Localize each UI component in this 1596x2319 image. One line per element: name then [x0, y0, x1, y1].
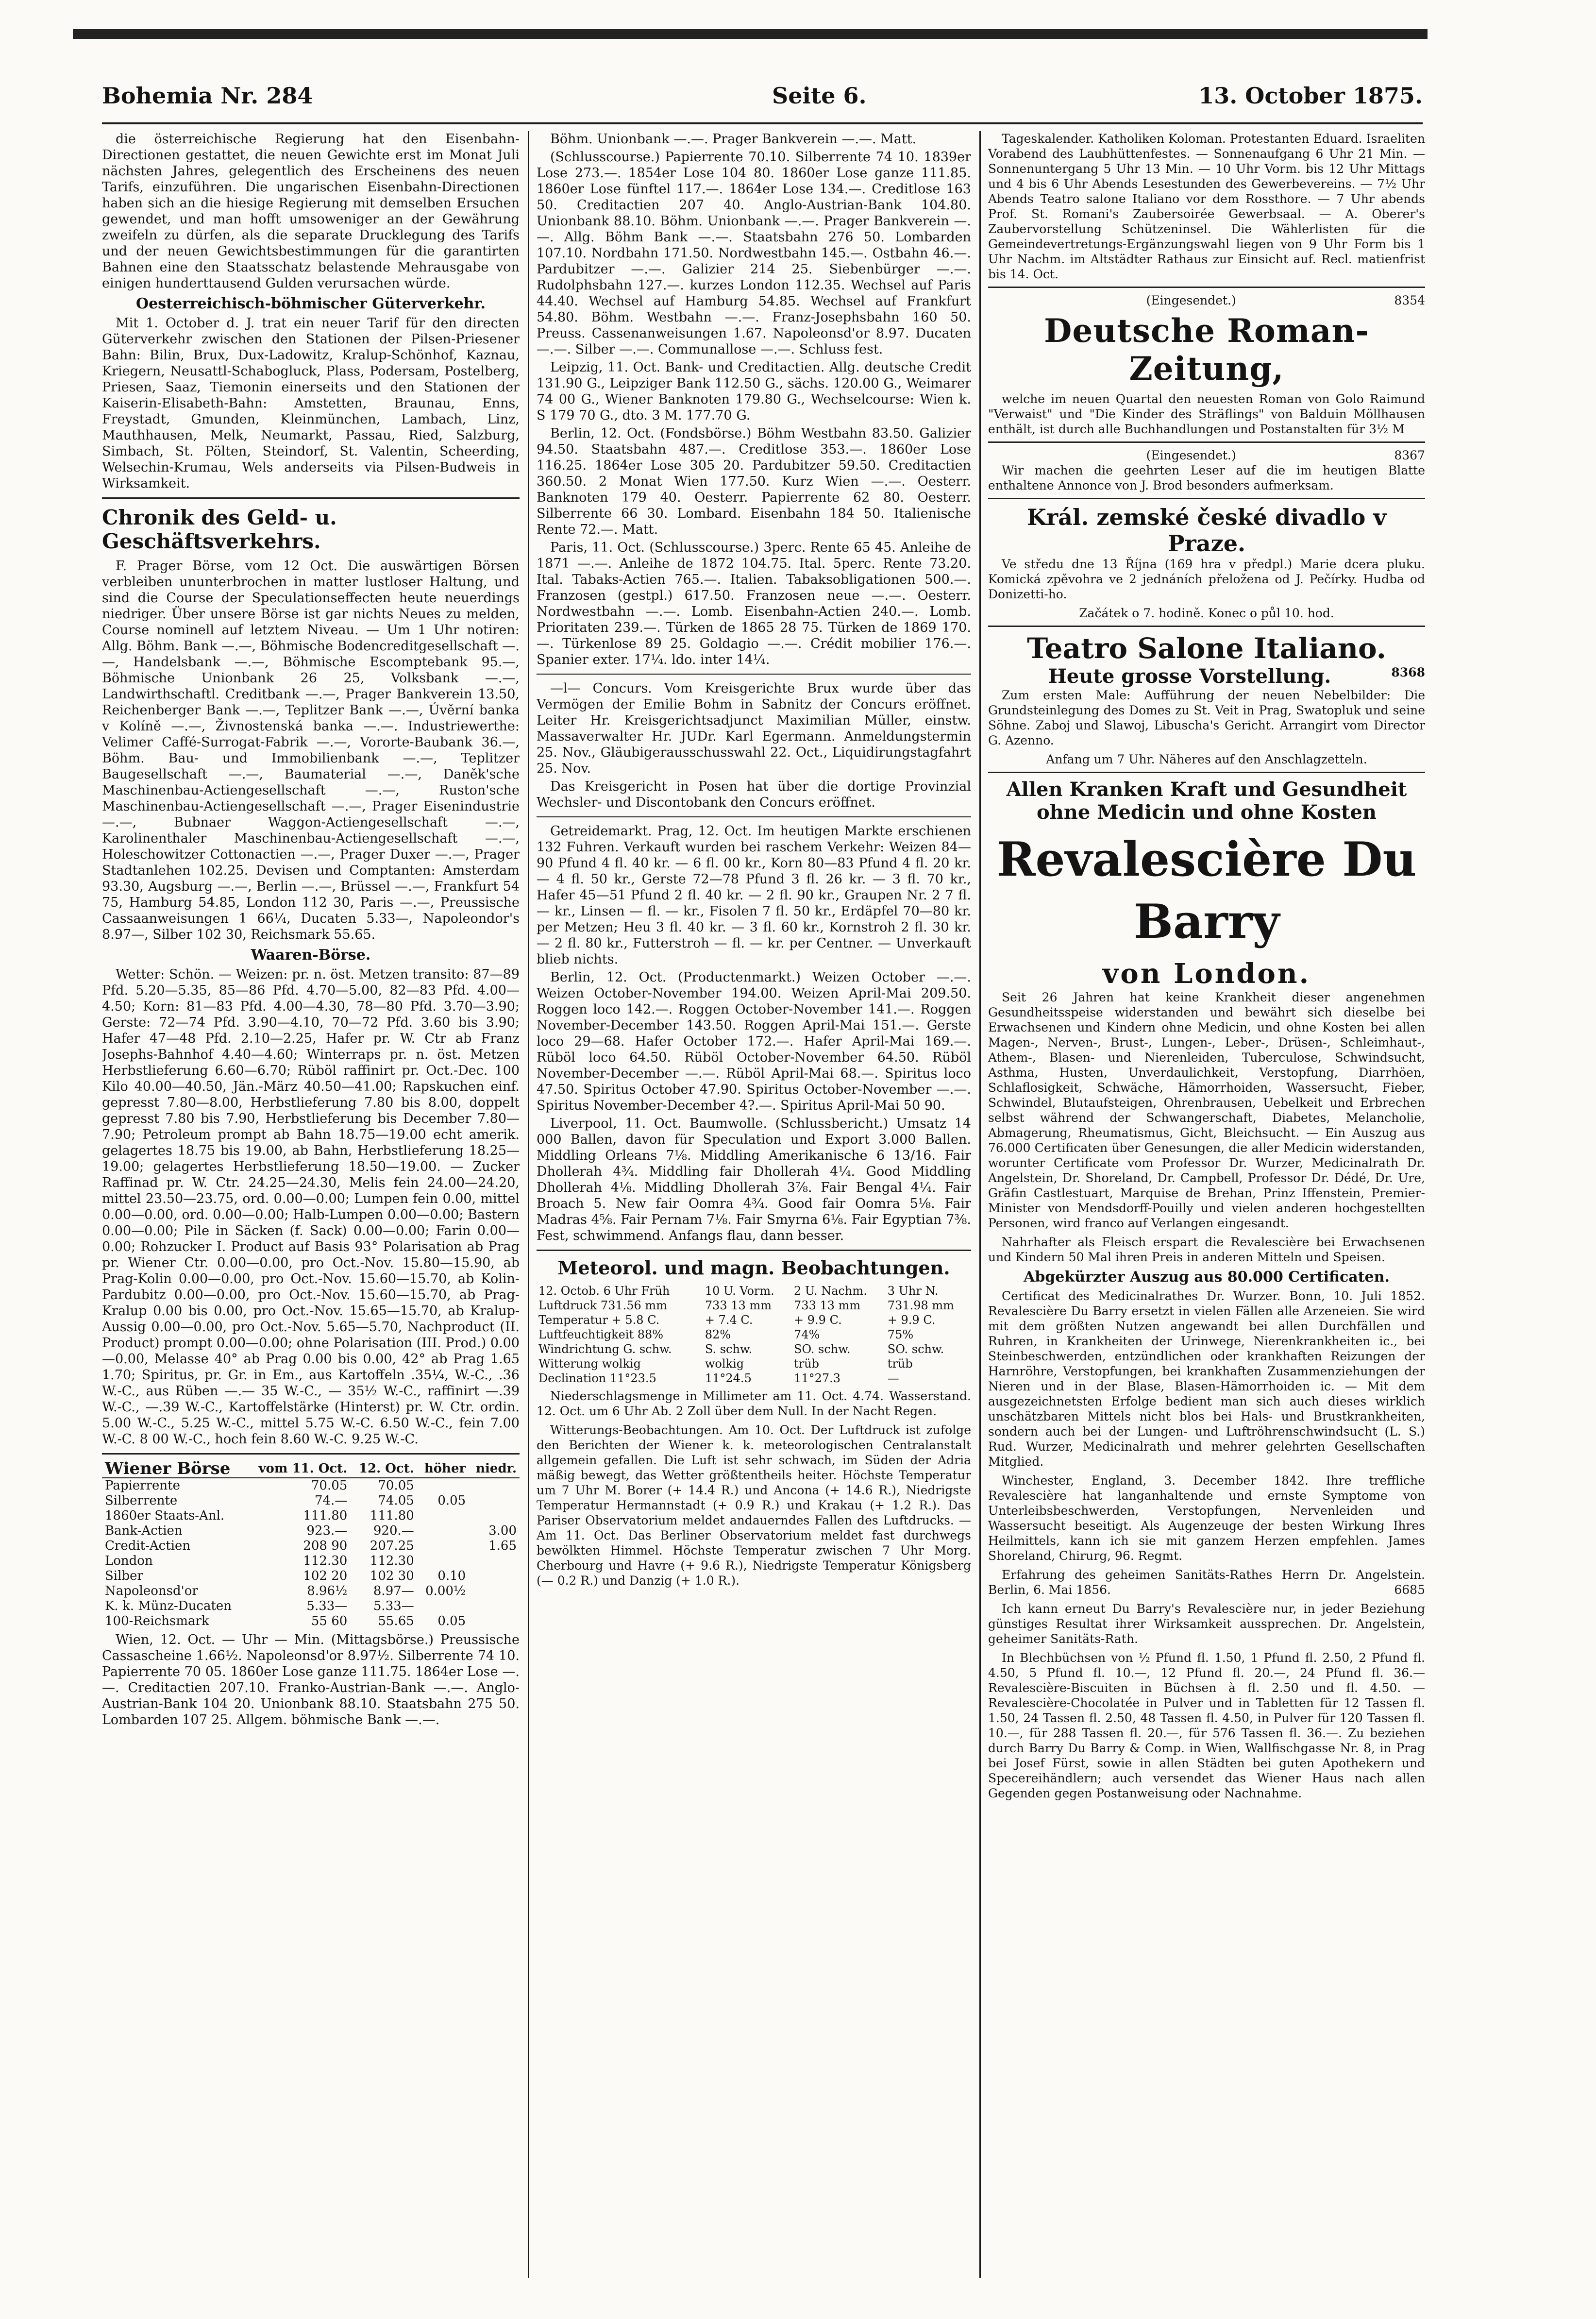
- header-rule: [102, 122, 1423, 124]
- article-vienna-closing: (Schlusscourse.) Papierrente 70.10. Silberrente 74 10. 1839er Lose 273.—. 1854er Lose 104 80. 1860er Lose ganze 111.85. 1860er Lose fünftel 117.—. 1864er Lose 134.—. Creditlose 163 50. Creditactien 207 40. Anglo-Austrian-Bank 104.80. Unionbank 88.10. Böhm. Unionbank —.—. Prager Bankverein —.—. Allg. Böhm Bank —.—. Staatsbahn 276 50. Lombarden 107.10. Nordbahn 171.50. Nordwestbahn 145.—. Ostbahn 46.—. Pardubitzer —.—. Galizier 214 25. Siebenbürger —.—. Rudolphsbahn 127.—. kurzes London 112.35. Wechsel auf Paris 44.40. Wechsel auf Hamburg 54.85. Wechsel auf Frankfurt 54.80. Böhm. Westbahn —.—. Franz-Josephsbahn 160 50. Preuss. Cassenanweisungen 1.67. Napoleonsd'or 8.97. Ducaten —.—. Silber —.—. Communallose —.—. Schluss fest.: [537, 150, 971, 357]
- table-cell: Windrichtung G. schw.: [538, 1342, 672, 1356]
- ad-number: 8354: [1394, 293, 1425, 307]
- section-rule: [102, 497, 520, 499]
- article-subheading-goods: Waaren-Börse.: [251, 947, 371, 964]
- table-cell: [469, 1584, 520, 1599]
- table-cell: 11°24.5: [705, 1371, 752, 1385]
- article-liverpool: Liverpool, 11. Oct. Baumwolle. (Schlussbericht.) Umsatz 14 000 Ballen, davon für Speculation und Export 3.000 Ballen. Middling Orleans 7⅛. Middling Amerikanische 6 13/16. Fair Dhollerah 4¾. Middling fair Dhollerah 4¼. Good Middling Dhollerah 4⅛. Middling Dhollerah 3⅞. Fair Bengal 4¼. Fair Broach 5. New fair Oomra 4¾. Good fair Oomra 5⅛. Fair Madras 4⅝. Fair Pernam 7⅛. Fair Smyrna 6⅛. Fair Egyptian 7⅜. Fest, schwimmend. Anfangs flau, dann besser.: [537, 1116, 971, 1243]
- ad-certificate-4: Ich kann erneut Du Barry's Revalescière nur, in jeder Beziehung günstiges Resultat ihrer Wirksamkeit aussprechen. Dr. Angelstein, geheimer Sanitäts-Rath.: [988, 1602, 1425, 1646]
- table-row: [102, 1523, 520, 1539]
- article-grain-market: Getreidemarkt. Prag, 12. Oct. Im heutigen Markte erschienen 132 Fuhren. Verkauft wurden bei raschem Verkehr: Weizen 84—90 Pfund 4 fl. 40 kr. — 6 fl. 00 kr., Korn 80—83 Pfund 4 fl. 20 kr. — 4 fl. 50 kr., Gerste 72—78 Pfund 3 fl. 26 kr. — 3 fl. 70 kr., Hafer 45—51 Pfund 2 fl. 40 kr. — 2 fl. 90 kr., Graupen Nr. 2 7 fl. — kr., Linsen — fl. — kr., Fisolen 7 fl. 50 kr., Erdäpfel 70—80 kr. per Metzen; Heu 3 fl. 40 kr. — 3 fl. 60 kr., Kornstroh 2 fl. 30 kr. — 2 fl. 80 kr., Futterstroh — fl. — kr. per Centner. — Unverkauft blieb nichts.: [537, 824, 971, 967]
- table-cell: 0.00½: [425, 1584, 466, 1598]
- article-leipzig: Leipzig, 11. Oct. Bank- und Creditactien. Allg. deutsche Credit 131.90 G., Leipziger Bank 112.50 G., sächs. 120.00 G., Weimarer 74 00 G., Wiener Banknoten 179.80 G., Wechselcourse: Wien k. S 179 70 G., dto. 3 M. 177.70 G.: [537, 360, 971, 423]
- table-cell: 70.05: [311, 1478, 348, 1493]
- column-divider-2: [979, 131, 981, 2278]
- table-cell: 5.33—: [373, 1599, 414, 1613]
- section-rule: [537, 674, 971, 675]
- ad-certificate-2: Winchester, England, 3. December 1842. Ihre treffliche Revalescière hat langanhaltende und ernste Symptome von Unterleibsbeschwerden, Verstopfungen, Nervenleiden und Wassersucht beseitigt. Als Augenzeuge der besten Wirkung Ihres Heilmittels, kann ich sie mit ganzem Herzen empfehlen. James Shoreland, Chirurg, 96. Regmt.: [988, 1473, 1425, 1563]
- top-border-rule: [73, 29, 1428, 39]
- ad-certificate-3-text: Erfahrung des geheimen Sanitäts-Rathes Herrn Dr. Angelstein. Berlin, 6. Mai 1856.: [988, 1568, 1425, 1597]
- table-cell: + 7.4 C.: [705, 1313, 753, 1327]
- article-berlin-funds: Berlin, 12. Oct. (Fondsbörse.) Böhm Westbahn 83.50. Galizier 94.50. Staatsbahn 487.—. Creditlose 353.—. 1860er Lose 116.25. 1864er Lose 305 20. Pardubitzer 59.50. Creditactien 360.50. 2 Monat Wien 177.50. Kurz Wien —.—. Oesterr. Banknoten 179 40. Oesterr. Papierrente 62 80. Oesterr. Silberrente 66 30. Lombard. Eisenbahn 184 50. Italienische Rente 72.—. Matt.: [537, 426, 971, 537]
- table-cell: Napoleonsd'or: [105, 1584, 198, 1598]
- table-cell: 112.30: [370, 1554, 414, 1568]
- meteo-weather-report: Witterungs-Beobachtungen. Am 10. Oct. Der Luftdruck ist zufolge den Berichten der Wiener k. k. meteorologischen Centralanstalt allgemein gefallen. Die Luft ist sehr schwach, im Süden der Adria mäßig bewegt, das Wetter größtentheils heiter. Höchste Temperatur um 7 Uhr M. Borer (+ 14.4 R.) und Ancona (+ 14.6 R.), Niedrigste Temperatur Hermannstadt (+ 0.9 R.) und Krakau (+ 1.2 R.). Das Pariser Observatorium meldet andauerndes Fallen des Luftdrucks. — Am 11. Oct. Das Berliner Observatorium meldet fast durchwegs bewölkten Himmel. Höchste Temperatur zwischen 7 Uhr Morg. Cherbourg und Havre (+ 9.6 R.), Niedrigste Temperatur Königsberg (— 0.2 R.) und Danzig (+ 1.0 R.).: [537, 1423, 971, 1588]
- newspaper-page: [73, 29, 1428, 2292]
- table-row: [102, 1508, 520, 1523]
- table-cell: [417, 1554, 469, 1569]
- table-cell: 10 U. Vorm.: [705, 1284, 774, 1298]
- ad-prices: In Blechbüchsen von ½ Pfund fl. 1.50, 1 Pfund fl. 2.50, 2 Pfund fl. 4.50, 5 Pfund fl. 10.—, 12 Pfund fl. 20.—, 24 Pfund fl. 36.— Revalescière-Biscuiten in Büchsen à fl. 2.50 und fl. 4.50. — Revalescière-Chocolatée in Pulver und in Tabletten für 12 Tassen fl. 1.50, 24 Tassen fl. 2.50, 48 Tassen fl. 4.50, in Pulver für 120 Tassen fl. 10.—, für 288 Tassen fl. 20.—, für 576 Tassen fl. 36.—. Zu beziehen durch Barry Du Barry & Comp. in Wien, Wallfischgasse Nr. 8, in Prag bei Josef Fürst, sowie in allen Städten bei guten Apothekern und Specereihändlern; auch versendet das Wiener Haus nach allen Gegenden gegen Postanweisung oder Nachnahme.: [988, 1651, 1425, 1800]
- ad-subheading: Abgekürzter Auszug aus 80.000 Certificaten.: [1024, 1269, 1390, 1286]
- table-cell: 733 13 mm: [794, 1299, 861, 1312]
- table-cell: 8.96½: [307, 1584, 348, 1598]
- ad-footer: Začátek o 7. hodině. Konec o půl 10. hod.: [1079, 606, 1334, 620]
- table-cell: + 9.9 C.: [887, 1313, 936, 1327]
- ad-number: 8367: [1394, 448, 1425, 462]
- table-cell: Papierrente: [105, 1478, 180, 1493]
- table-cell: 75%: [887, 1328, 914, 1341]
- table-row: [102, 1554, 520, 1569]
- column-header: vom 11. Oct.: [247, 1460, 350, 1478]
- column-header: höher: [417, 1460, 469, 1478]
- ad-title: Deutsche Roman-Zeitung,: [1044, 312, 1369, 388]
- article-paris: Paris, 11. Oct. (Schlusscourse.) 3perc. Rente 65 45. Anleihe de 1871 —.—. Anleihe de 1872 104.75. Ital. 5perc. Rente 73.20. Ital. Tabaks-Actien 765.—. Italien. Tabaksobligationen 500.—. Franzosen (gestpl.) 617.50. Franzosen neue —.—. Oesterr. Nordwestbahn —.—. Lomb. Eisenbahn-Actien 240.—. Lomb. Prioritaten 239.—. Türken de 1865 28 75. Türken de 1869 170.—. Türkenlose 89 25. Goldagio —.—. Crédit mobilier 176.—. Spanier exter. 17¼. ldo. inter 14¼.: [537, 540, 971, 667]
- table-row: [102, 1614, 520, 1629]
- article-vienna-cont: Böhm. Unionbank —.—. Prager Bankverein —.—. Matt.: [550, 132, 917, 147]
- table-cell: 111.80: [370, 1508, 414, 1523]
- table-row: [102, 1599, 520, 1614]
- section-heading-finance: Chronik des Geld- u. Geschäftsverkehrs.: [102, 506, 337, 553]
- table-cell: 923.—: [306, 1523, 348, 1538]
- table-cell: [417, 1523, 469, 1539]
- table-cell: 100-Reichsmark: [105, 1614, 209, 1628]
- article-bankruptcy: —l— Concurs. Vom Kreisgerichte Brux wurde über das Vermögen der Emilie Bohm in Sabnitz der Concurs eröffnet. Leiter Hr. Kreisgerichtsadjunct Maximilian Müller, einstw. Massaverwalter Hr. JUDr. Karl Egermann. Anmeldungstermin 25. Nov., Gläubigerausschusswahl 22. Oct., Liquidirungstagfahrt 25. Nov.: [537, 681, 971, 776]
- table-cell: 112.30: [303, 1554, 348, 1568]
- table-cell: [469, 1569, 520, 1584]
- article-freight: Mit 1. October d. J. trat ein neuer Tarif für den directen Güterverkehr zwischen den Stationen der Pilsen-Priesener Bahn: Bilin, Brux, Dux-Ladowitz, Kralup-Schönhof, Kaznau, Kriegern, Neusattl-Schabogluck, Plass, Podersam, Postelberg, Priesen, Saaz, Tiemonin einerseits und den Stationen der Kaiserin-Elisabeth-Bahn: Amstetten, Braunau, Enns, Freystadt, Gmunden, Kleinmünchen, Lambach, Linz, Mauthhausen, Melk, Neumarkt, Passau, Ried, Salzburg, Simbach, St. Pölten, Steindorf, St. Valentin, Scheerding, Welsechin-Krumau, Wels anderseits via Pilsen-Budweis in Wirksamkeit.: [102, 316, 520, 491]
- table-row: [537, 1327, 971, 1342]
- article-goods-exchange: Wetter: Schön. — Weizen: pr. n. öst. Metzen transito: 87—89 Pfd. 5.20—5.35, 85—86 Pfd. 4.70—5.00, 82—83 Pfd. 4.00—4.50; Korn: 81—83 Pfd. 4.00—4.30, 78—80 Pfd. 3.70—3.90; Gerste: 72—74 Pfd. 3.90—4.10, 70—72 Pfd. 3.60 bis 3.90; Hafer 47—48 Pfd. 2.10—2.25, Hafer pr. W. Ctr ab Franz Josephs-Bahnhof 4.40—4.60; Winterraps pr. n. öst. Metzen Herbstlieferung 6.60—6.70; Rüböl raffinirt pr. Oct.-Dec. 100 Kilo 40.00—40.50, Jän.-März 40.50—41.00; Rapskuchen einf. gepresst 7.80—8.00, Herbstlieferung 7.80 bis 8.00, doppelt gepresst 7.80 bis 7.90, Herbstlieferung bis December 7.80—7.90; Petroleum prompt ab Bahn 18.75—19.00 echt amerik. gelagertes 18.75 bis 19.00, ab Bahn, Herbstlieferung 18.25—19.00; gelagertes Herbstlieferung 18.50—19.00. — Zucker Raffinad pr. W. Ctr. 24.25—24.30, Melis fein 24.00—24.20, mittel 23.50—23.75, ord. 0.00—0.00; Lumpen fein 0.00, mittel 0.00—0.00, ord. 0.00—0.00; Halb-Lumpen 0.00—0.00; Bastern 0.00—0.00; Pile in Säcken (f. Sack) 0.00—0.00; Farin 0.00—0.00; Rohzucker I. Product auf Basis 93° Polarisation ab Prag pr. Wiener Ctr. 0.00—0.00, pro Oct.-Nov. 15.80—15.90, ab Prag-Kolin 0.00—0.00, pro Oct.-Nov. 15.60—15.70, ab Kolin-Pardubitz 0.00—0.00, pro Oct.-Nov. 15.60—15.70, ab Prag-Kralup 0.00 bis 0.00, pro Oct.-Nov. 15.65—15.70, ab Kralup-Aussig 0.00—0.00, pro Oct.-Nov. 5.65—5.70, Nachproduct (II. Product) prompt 0.00—0.00; ohne Polarisation (III. Prod.) 0.00—0.00, Melasse 40° ab Prag 0.00 bis 0.00, 42° ab Prag 1.65 1.70; Spiritus, pr. Gr. in Em., aus Kartoffeln .35¼, W.-C., .36 W.-C., aus Rüben —.— 35 W.-C., — 35½ W.-C., raffinirt —.39 W.-C., —.39 W.-C., Kartoffelstärke (Hinterst) pr. W. Ctr. ordin. 5.00 W.-C., 5.25 W.-C., mittel 5.75 W.-C. 6.50 W.-C., fein 7.00 W.-C. 8 00 W.-C., hoch fein 8.60 W.-C. 9.25 W.-C.: [102, 967, 520, 1447]
- article-berlin-products: Berlin, 12. Oct. (Productenmarkt.) Weizen October —.—. Weizen October-November 194.00. Weizen April-Mai 209.50. Roggen loco 142.—. Roggen October-November 141.—. Roggen November-December 143.50. Roggen April-Mai 151.—. Gerste loco 29—68. Hafer October 172.—. Hafer April-Mai 169.—. Rüböl loco 64.50. Rüböl October-November 64.50. Rüböl November-December —.—. Rüböl April-Mai 68.—. Spiritus loco 47.50. Spiritus October 47.90. Spiritus October-November —.—. Spiritus November-December 4?.—. Spiritus April-Mai 50 90.: [537, 970, 971, 1113]
- table-cell: Silber: [105, 1569, 143, 1583]
- table-title: Wiener Börse: [102, 1460, 247, 1478]
- table-row: [537, 1284, 971, 1298]
- table-cell: [417, 1508, 469, 1523]
- table-cell: [417, 1478, 469, 1493]
- table-row: [102, 1584, 520, 1599]
- table-row: [537, 1356, 971, 1371]
- meteo-notes: Niederschlagsmenge in Millimeter am 11. Oct. 4.74. Wasserstand. 12. Oct. um 6 Uhr Ab. 2 Zoll über dem Null. In der Nacht Regen.: [537, 1389, 971, 1418]
- section-rule: [102, 1453, 520, 1455]
- ad-teatro-italiano: [988, 626, 1425, 767]
- table-cell: Luftdruck 731.56 mm: [538, 1299, 667, 1312]
- table-cell: 1860er Staats-Anl.: [105, 1508, 225, 1523]
- meteo-heading: Meteorol. und magn. Beobachtungen.: [557, 1257, 950, 1279]
- table-row: [102, 1569, 520, 1584]
- header-right: 13. October 1875.: [1198, 83, 1423, 109]
- ad-certificate-3: [988, 1567, 1425, 1597]
- table-cell: [417, 1539, 469, 1554]
- table-cell: Silberrente: [105, 1493, 178, 1508]
- article-subheading-freight: Oesterreichisch-böhmischer Güterverkehr.: [136, 295, 486, 312]
- table-cell: 111.80: [303, 1508, 348, 1523]
- table-cell: 74%: [794, 1328, 820, 1341]
- ad-brand: Revalescière Du Barry: [996, 832, 1417, 949]
- ad-headline: Allen Kranken Kraft und Gesundheit ohne Medicin und ohne Kosten: [1006, 778, 1407, 824]
- header-center: Seite 6.: [772, 83, 867, 109]
- table-cell: Temperatur + 5.8 C.: [538, 1313, 660, 1327]
- table-cell: [469, 1493, 520, 1508]
- ad-subtitle-text: Heute grosse Vorstellung.: [1048, 665, 1331, 688]
- table-cell: 102 30: [370, 1569, 414, 1583]
- table-cell: wolkig: [705, 1357, 744, 1371]
- table-cell: 733 13 mm: [705, 1299, 772, 1312]
- table-cell: Bank-Actien: [105, 1523, 183, 1538]
- table-cell: [469, 1478, 520, 1493]
- table-cell: 5.33—: [306, 1599, 348, 1613]
- table-cell: London: [105, 1554, 153, 1568]
- ad-text: Wir machen die geehrten Leser auf die im heutigen Blatte enthaltene Annonce von J. Brod besonders aufmerksam.: [988, 463, 1425, 492]
- ad-title: Teatro Salone Italiano.: [1027, 632, 1386, 665]
- table-cell: 8.97—: [373, 1584, 414, 1598]
- section-rule: [537, 816, 971, 817]
- ad-certificate-1: Certificat des Medicinalrathes Dr. Wurzer. Bonn, 10. Juli 1852. Revalescière Du Barry ersetzt in vielen Fällen alle Arzeneien. Sie wird mit dem größten Nutzen angewandt bei allen Durchfällen und Ruhren, in Krankheiten der Urinwege, Nierenkrankheiten ic., bei Steinbeschwerden, entzündlichen oder krankhaften Reizungen der Harnröhre, Verstopfungen, bei krankhaften Zusammenziehungen der Nieren und in der Blase, Blasen-Hämorrhoiden ic. — Mit dem ausgezeichnetsten Erfolge bedient man sich auch dieses wirklich unschätzbaren Mittels nicht blos bei Hals- und Brustkrankheiten, sondern auch bei der Lungen- und Luftröhrenschwindsucht (L. S.) Rud. Wurzer, Medicinalrath und mehrer gelehrten Gesellschaften Mitglied.: [988, 1289, 1425, 1469]
- table-cell: SO. schw.: [794, 1342, 851, 1356]
- table-cell: [469, 1508, 520, 1523]
- header-left: Bohemia Nr. 284: [102, 83, 313, 109]
- table-cell: 920.—: [373, 1523, 414, 1538]
- table-row: [537, 1342, 971, 1356]
- article-vienna-midday: Wien, 12. Oct. — Uhr — Min. (Mittagsbörse.) Preussische Cassascheine 1.66½. Napoleonsd'or 8.97½. Silberrente 74 10. Papierrente 70 05. 1860er Lose ganze 111.75. 1864er Lose —.—. Creditactien 207.10. Franko-Austrian-Bank —.—. Anglo-Austrian-Bank 104 20. Unionbank 88.10. Staatsbahn 275 50. Lombarden 107 25. Allgem. böhmische Bank —.—.: [102, 1632, 520, 1727]
- article-posen: Das Kreisgericht in Posen hat über die dortige Provinzial Wechsler- und Discontobank den Concurs eröffnet.: [537, 779, 971, 810]
- table-header-row: [102, 1460, 520, 1478]
- table-row: [537, 1313, 971, 1327]
- table-cell: K. k. Münz-Ducaten: [105, 1599, 232, 1613]
- table-cell: 208 90: [303, 1539, 348, 1553]
- table-cell: 3.00: [488, 1523, 517, 1538]
- section-rule: [537, 1250, 971, 1251]
- ad-number: 6685: [1394, 1583, 1425, 1597]
- table-cell: [469, 1554, 520, 1569]
- table-cell: 0.10: [437, 1569, 466, 1583]
- table-cell: —: [887, 1371, 899, 1385]
- column-3: [988, 131, 1425, 2283]
- table-cell: SO. schw.: [887, 1342, 944, 1356]
- table-cell: 2 U. Nachm.: [794, 1284, 867, 1298]
- ad-text: welche im neuen Quartal den neuesten Roman von Golo Raimund "Verwaist" und "Die Kinder des Sträflings" von Balduin Möllhausen enthält, ist durch alle Buchhandlungen und Postanstalten für 3½ M: [988, 392, 1425, 436]
- article-prague-exchange: F. Prager Börse, vom 12 Oct. Die auswärtigen Börsen verbleiben ununterbrochen in matter lustloser Haltung, und sind die Course der Speculationseffecten heute neuerdings niedriger. Über unsere Börse ist gar nichts Neues zu melden, Course nominell auf letztem Niveau. — Um 1 Uhr notiren: Allg. Böhm. Bank —.—, Böhmische Bodencreditgesellschaft —.—, Handelsbank —.—, Böhmische Escomptebank 95.—, Böhmische Unionbank 26 25, Volksbank —.—, Landwirthschaftl. Creditbank —.—, Prager Bankverein 13.50, Reichenberger Bank —.—, Teplitzer Bank —.—, Úvěrní banka v Kolíně —.—, Živnostenská banka —.—. Industriewerthe: Velimer Caffé-Surrogat-Fabrik —.—, Vororte-Baubank 36.—, Böhm. Bau- und Immobilienbank —.—, Teplitzer Baugesellschaft —.—, Baumaterial —.—, Daněk'sche Maschinenbau-Actiengesellschaft —.—, Ruston'sche Maschinenbau-Actiengesellschaft —.—, Prager Eisenindustrie —.—, Bubnaer Waggon-Actiengesellschaft —.—, Karolinenthaler Maschinenbau-Actiengesellschaft —.—, Holeschowitzer Cottonactien —.—, Prager Duxer —.—, Prager Stadtanlehen 102.25. Devisen und Comptanten: Amsterdam 93.30, Augsburg —.—, Berlin —.—, Brüssel —.—, Frankfurt 54 75, Hamburg 54.85, London 112 30, Paris —.—, Preussische Cassaanweisungen 1 66¼, Ducaten 5.33—, Napoleondor's 8.97—, Silber 102 30, Reichsmark 55.65.: [102, 559, 520, 942]
- ad-tag: [988, 448, 1425, 463]
- ad-footer: Anfang um 7 Uhr. Näheres auf den Anschlagzetteln.: [1046, 752, 1367, 766]
- ad-tag-label: (Eingesendet.): [1146, 448, 1236, 462]
- column-1: [102, 131, 520, 2283]
- ad-subtitle: [988, 665, 1425, 688]
- table-cell: 1.65: [488, 1539, 517, 1553]
- table-cell: 3 Uhr N.: [887, 1284, 939, 1298]
- meteo-table: [537, 1284, 971, 1386]
- ad-title: Král. zemské české divadlo v Praze.: [1026, 504, 1387, 557]
- ad-text: Ve středu dne 13 Října (169 hra v předpl.) Marie dcera pluku. Komická zpěvohra ve 2 jednáních přeložena od J. Pečírky. Hudba od Donizetti-ho.: [988, 557, 1425, 601]
- table-row: [102, 1493, 520, 1508]
- vienna-exchange-table: [102, 1460, 520, 1629]
- column-divider-1: [528, 131, 529, 2278]
- column-header: niedr.: [469, 1460, 520, 1478]
- table-cell: 11°27.3: [794, 1371, 841, 1385]
- table-cell: 0.05: [437, 1493, 466, 1508]
- ad-notice: [988, 441, 1425, 493]
- page-header: [102, 83, 1423, 121]
- table-cell: [469, 1599, 520, 1614]
- table-cell: 55 60: [311, 1614, 348, 1628]
- table-cell: 55.65: [378, 1614, 414, 1628]
- table-cell: 102 20: [303, 1569, 348, 1583]
- table-cell: 74.05: [378, 1493, 414, 1508]
- table-cell: S. schw.: [705, 1342, 753, 1356]
- ad-roman-zeitung: [988, 287, 1425, 437]
- table-cell: 12. Octob. 6 Uhr Früh: [538, 1284, 670, 1298]
- table-cell: 0.05: [437, 1614, 466, 1628]
- column-header: 12. Oct.: [350, 1460, 417, 1478]
- ad-text-2: Nahrhafter als Fleisch erspart die Revalescière bei Erwachsenen und Kindern 50 Mal ihren Preis in anderen Mitteln und Speisen.: [988, 1235, 1425, 1264]
- table-cell: 731.98 mm: [887, 1299, 954, 1312]
- table-cell: trüb: [794, 1357, 819, 1371]
- table-cell: Declination 11°23.5: [538, 1371, 656, 1385]
- table-row: [102, 1478, 520, 1493]
- table-cell: Luftfeuchtigkeit 88%: [538, 1328, 664, 1341]
- ad-brand-sub: von London.: [1102, 958, 1311, 990]
- ad-czech-theatre: [988, 498, 1425, 621]
- day-calendar: Tageskalender. Katholiken Koloman. Protestanten Eduard. Israeliten Vorabend des Laubhüttenfestes. — Sonnenaufgang 6 Uhr 21 Min. — Sonnenuntergang 5 Uhr 13 Min. — 10 Uhr Vorm. bis 12 Uhr Mittags und 4 bis 6 Uhr Abends Lesestunden des Gewerbevereins. — 7½ Uhr Abends Teatro salone Italiano vor dem Rossthore. — 7 Uhr abends Prof. St. Romani's Zaubersoirée Gewerbsaal. — A. Oberer's Zaubervorstellung Schützeninsel. Die Wählerlisten für die Gemeindevertretungs-Ergänzungswahl liegen von 9 Uhr Form bis 1 Uhr Nachm. im Altstädter Rathaus zur Einsicht auf. Recl. matienfrist bis 14. Oct.: [988, 132, 1425, 281]
- table-cell: + 9.9 C.: [794, 1313, 842, 1327]
- table-cell: [469, 1614, 520, 1629]
- table-row: [537, 1371, 971, 1386]
- table-cell: 70.05: [378, 1478, 414, 1493]
- table-cell: 82%: [705, 1328, 731, 1341]
- ad-text: Seit 26 Jahren hat keine Krankheit dieser angenehmen Gesundheitsspeise widerstanden und bewährt sich dieselbe bei Erwachsenen und Kindern ohne Medicin, und ohne Kosten bei allen Magen-, Nerven-, Brust-, Lungen-, Leber-, Drüsen-, Schleimhaut-, Athem-, Blasen- und Nierenleiden, Tuberculose, Schwindsucht, Asthma, Husten, Unverdaulichkeit, Verstopfung, Diarrhöen, Schlaflosigkeit, Schwäche, Hämorrhoiden, Wassersucht, Fieber, Schwindel, Blutaufsteigen, Ohrenbrausen, Uebelkeit und Erbrechen selbst während der Schwangerschaft, Diabetes, Melancholie, Abmagerung, Rheumatismus, Gicht, Bleichsucht. — Ein Auszug aus 76.000 Certificaten über Genesungen, die aller Medicin widerstanden, worunter Certificate vom Professor Dr. Wurzer, Medicinalrath Dr. Angelstein, Dr. Shoreland, Dr. Campbell, Professor Dr. Dédé, Dr. Ure, Gräfin Castlestuart, Marquise de Brehan, Prinz Iffenstein, Premier-Minister von Mendsdorff-Pouilly und vielen anderen hochgestellten Personen, wird franco auf Verlangen eingesandt.: [988, 990, 1425, 1230]
- ad-revalesciere: [988, 772, 1425, 1801]
- table-cell: Witterung wolkig: [538, 1357, 641, 1371]
- ad-tag: [988, 293, 1425, 308]
- table-row: [537, 1298, 971, 1313]
- table-cell: 74.—: [314, 1493, 348, 1508]
- table-cell: [417, 1599, 469, 1614]
- table-cell: 207.25: [370, 1539, 414, 1553]
- table-cell: trüb: [887, 1357, 913, 1371]
- table-cell: Credit-Actien: [105, 1539, 191, 1553]
- article-intro: die österreichische Regierung hat den Eisenbahn-Directionen gestattet, die neuen Gewichte erst im Monat Juli nächsten Jahres, gelegentlich des Erscheinens des neuen Tarifs, einzuführen. Die ungarischen Eisenbahn-Directionen haben sich an die hiesige Regierung mit demselben Ersuchen gewendet, und man hofft umsoweniger an der Gewährung zweifeln zu dürfen, als die separate Drucklegung des Tarifs und der neuen Gewichtsbestimmungen für die garantirten Bahnen eine den Staatsschatz belastende Mehrausgabe von einigen hunderttausend Gulden verursachen würde.: [102, 132, 520, 291]
- ad-text: Zum ersten Male: Aufführung der neuen Nebelbilder: Die Grundsteinlegung des Domes zu St. Veit in Prag, Swatopluk und seine Söhne. Zaboj und Slawoj, Libuscha's Gericht. Arrangirt vom Director G. Azenno.: [988, 688, 1425, 747]
- ad-number: 8368: [1391, 665, 1425, 679]
- column-2: [537, 131, 971, 2283]
- table-row: [102, 1539, 520, 1554]
- ad-tag-label: (Eingesendet.): [1146, 293, 1236, 307]
